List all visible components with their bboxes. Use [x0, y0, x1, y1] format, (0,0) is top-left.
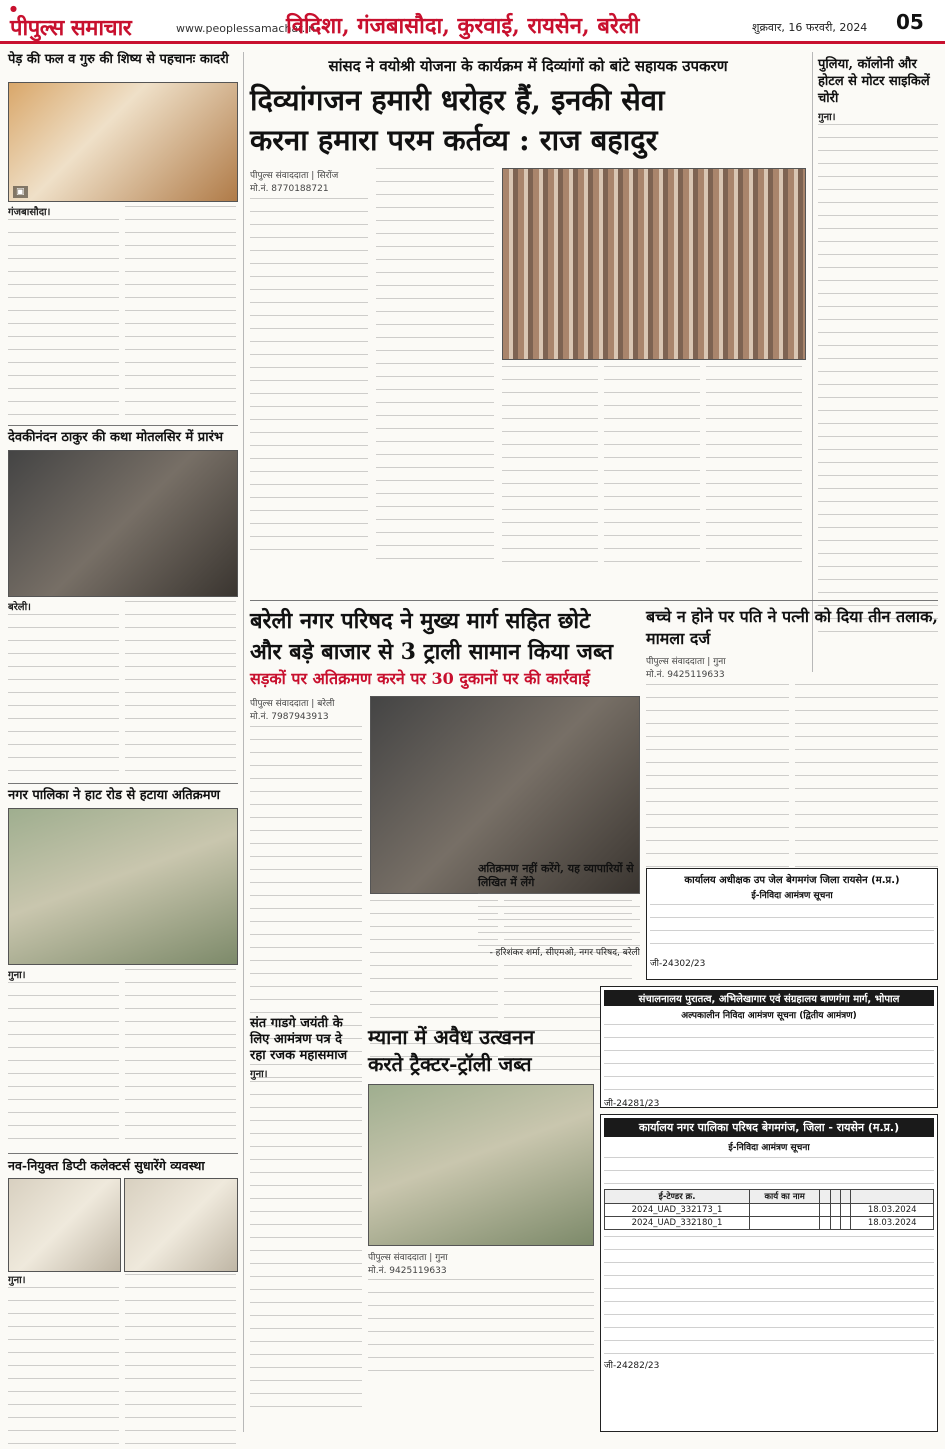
byline-place: गुना	[435, 1253, 448, 1263]
article-text	[646, 684, 789, 872]
left-column	[8, 52, 238, 1449]
talaq-body	[646, 684, 938, 872]
tender-cell: 2024_UAD_332180_1	[605, 1217, 750, 1230]
ad-title: कार्यालय अधीक्षक उप जेल बेगमगंज जिला रायसेन (म.प्र.)	[684, 875, 900, 886]
photo-caption: ▣	[13, 186, 28, 198]
story-headline: पुलिया, कॉलोनी और होटल से मोटर साइकिलें चोरी	[818, 57, 930, 106]
byline-name: पीपुल्स संवाददाता	[250, 699, 309, 709]
talaq-mobile: मो.नं. 9425119633	[646, 670, 725, 680]
bareli-byline: पीपुल्स संवाददाता | बरेली	[250, 699, 335, 709]
bareli-headline-line1: बरेली नगर परिषद ने मुख्य मार्ग सहित छोटे	[250, 608, 591, 634]
right-column	[818, 56, 938, 644]
lead-headline-line1: दिव्यांगजन हमारी धरोहर हैं, इनकी सेवा	[250, 83, 665, 117]
bareli-subhead: सड़कों पर अतिक्रमण करने पर 30 दुकानों पर की कार्रवाई	[250, 669, 590, 688]
article-text	[8, 982, 119, 1146]
lead-text-sub	[502, 366, 806, 562]
article-text	[478, 893, 640, 947]
tender-col-header	[830, 1190, 840, 1204]
lead-text-col	[376, 168, 494, 562]
tender-col-header	[841, 1190, 851, 1204]
tender-cell: 2024_UAD_332173_1	[605, 1204, 750, 1217]
story-headline: बच्चे न होने पर पति ने पत्नी को दिया तीन तलाक, मामला दर्ज	[646, 607, 938, 648]
article-text	[125, 206, 236, 421]
article-text	[125, 601, 236, 779]
article-text	[125, 969, 236, 1149]
article-text	[795, 684, 938, 872]
byline-name: पीपुल्स संवाददाता	[250, 171, 309, 181]
byline-name: पीपुल्स संवाददाता	[368, 1253, 427, 1263]
lead-photo-area	[502, 168, 806, 562]
tender-col-header: ई-टेण्डर क्र.	[605, 1190, 750, 1204]
column-rule	[243, 52, 244, 1432]
tender-cell	[750, 1217, 820, 1230]
story-headline: संत गाडगे जयंती के लिए आमंत्रण पत्र दे रहा रजक महासमाज	[250, 1016, 348, 1063]
article-text	[8, 614, 119, 776]
byline-place: गुना	[713, 657, 726, 667]
story-photo	[8, 82, 238, 202]
myana-headline-line1: म्याना में अवैध उत्खनन	[368, 1025, 535, 1049]
tender-cell	[820, 1204, 830, 1217]
tender-row	[605, 1217, 934, 1230]
story-body	[8, 1274, 238, 1449]
story-body	[8, 969, 238, 1149]
newspaper-logo	[10, 4, 170, 40]
article-text	[818, 124, 938, 644]
ad-text	[604, 1157, 934, 1185]
lead-byline: पीपुल्स संवाददाता | सिरोंज	[250, 171, 339, 181]
article-text	[376, 168, 494, 560]
ad-title: संचालनालय पुरातत्व, अभिलेखागार एवं संग्रहालय बाणगंगा मार्ग, भोपाल	[604, 990, 934, 1006]
ad-notice: ई-निविदा आमंत्रण सूचना	[751, 891, 833, 901]
myana-photo	[368, 1084, 594, 1246]
tender-cell	[830, 1204, 840, 1217]
quote-head: अतिक्रमण नहीं करेंगे, यह व्यापारियों से लिखित में लेंगे	[478, 862, 634, 889]
ad-footer: जी-24282/23	[604, 1361, 660, 1371]
lead-headline-line2: करना हमारा परम कर्तव्य : राज बहादुर	[250, 123, 658, 157]
story-dateline: गुना।	[8, 970, 26, 981]
myana-story	[368, 1024, 594, 1371]
story-photo	[8, 1178, 121, 1272]
story-dateline: गुना।	[818, 112, 836, 123]
bareli-story	[250, 606, 640, 1082]
lead-mobile: मो.नं. 8770188721	[250, 184, 329, 194]
tender-cell	[841, 1217, 851, 1230]
divider	[8, 1153, 238, 1154]
story-photo	[124, 1178, 238, 1272]
article-text	[502, 366, 598, 562]
tender-col-header	[851, 1190, 934, 1204]
bareli-quote-box	[478, 862, 640, 960]
divider	[8, 783, 238, 784]
story-headline: देवकीनंदन ठाकुर की कथा मोतलसिर में प्रारंभ	[8, 430, 224, 445]
quote-signature: - हरिशंकर शर्मा, सीएमओ, नगर परिषद, बरेली	[489, 948, 640, 958]
masthead	[0, 0, 945, 44]
article-text	[706, 366, 802, 562]
story-headline: नगर पालिका ने हाट रोड से हटाया अतिक्रमण	[8, 788, 220, 803]
tender-row	[605, 1204, 934, 1217]
myana-mobile: मो.नं. 9425119633	[368, 1266, 447, 1276]
myana-byline: पीपुल्स संवाददाता | गुना	[368, 1253, 448, 1263]
publication-date: शुक्रवार, 16 फरवरी, 2024	[752, 21, 868, 34]
nagar-palika-tender-ad	[600, 1114, 938, 1432]
tender-col-header	[820, 1190, 830, 1204]
ad-notice: अल्पकालीन निविदा आमंत्रण सूचना (द्वितीय आमंत्रण)	[681, 1011, 857, 1021]
divider	[250, 600, 938, 601]
tender-cell	[820, 1217, 830, 1230]
tender-cell	[841, 1204, 851, 1217]
story-headline: पेड़ की फल व गुरु की शिष्य से पहचानः कादरी	[8, 52, 229, 67]
story-photo	[8, 808, 238, 965]
article-text	[250, 198, 368, 560]
bareli-headline-line2: और बड़े बाजार से 3 ट्राली सामान किया जब्त	[250, 639, 614, 665]
tender-cell	[830, 1217, 840, 1230]
article-text	[604, 366, 700, 562]
lead-kicker: सांसद ने वयोश्री योजना के कार्यक्रम में दिव्यांगों को बांटे सहायक उपकरण	[328, 57, 728, 75]
ad-notice: ई-निविदा आमंत्रण सूचना	[728, 1143, 810, 1153]
purattva-tender-ad	[600, 986, 938, 1108]
logo-tagline: ●	[10, 4, 17, 13]
ad-title: कार्यालय नगर पालिका परिषद बेगमगंज, जिला - रायसेन (म.प्र.)	[604, 1118, 934, 1137]
byline-name: पीपुल्स संवाददाता	[646, 657, 705, 667]
bareli-mobile: मो.नं. 7987943913	[250, 712, 329, 722]
tender-cell	[750, 1204, 820, 1217]
tender-cell: 18.03.2024	[851, 1217, 934, 1230]
site-url: www.peoplessamachar.in	[176, 22, 316, 35]
article-text	[250, 1081, 362, 1419]
article-text	[8, 1287, 119, 1446]
story-dateline: गुना।	[8, 1275, 26, 1286]
article-text	[368, 1279, 594, 1371]
story-headline: नव-नियुक्त डिप्टी कलेक्टर्स सुधारेंगे व्यवस्था	[8, 1158, 205, 1173]
ad-text	[604, 1236, 934, 1356]
sant-story	[250, 1016, 362, 1419]
byline-place: सिरोंज	[317, 171, 339, 181]
article-text	[125, 1274, 236, 1449]
tender-table	[604, 1189, 934, 1230]
story-dateline: गंजबासौदा।	[8, 207, 51, 218]
tender-cell: 18.03.2024	[851, 1204, 934, 1217]
ad-footer: जी-24281/23	[604, 1099, 660, 1109]
story-dateline: गुना।	[250, 1069, 268, 1080]
story-body	[8, 601, 238, 779]
lead-body	[250, 168, 806, 562]
article-text	[8, 219, 119, 419]
tender-header-row	[605, 1190, 934, 1204]
lead-photo	[502, 168, 806, 360]
ad-footer: जी-24302/23	[650, 959, 706, 969]
talaq-story	[646, 606, 938, 872]
edition-band: विदिशा, गंजबासौदा, कुरवाई, रायसेन, बरेली	[286, 13, 640, 39]
story-photo	[8, 450, 238, 597]
page-number: 05	[896, 10, 924, 34]
lead-text-col	[250, 168, 368, 562]
logo-text: पीपुल्स समाचार	[10, 15, 132, 41]
ad-text	[650, 904, 934, 956]
lead-story	[250, 56, 806, 562]
myana-headline-line2: करते ट्रैक्टर-ट्रॉली जब्त	[368, 1052, 532, 1076]
tender-col-header: कार्य का नाम	[750, 1190, 820, 1204]
byline-place: बरेली	[317, 699, 335, 709]
story-body	[8, 206, 238, 421]
column-rule	[812, 52, 813, 672]
story-photos	[8, 1178, 238, 1270]
story-dateline: बरेली।	[8, 602, 31, 613]
divider	[8, 425, 238, 426]
talaq-byline: पीपुल्स संवाददाता | गुना	[646, 657, 726, 667]
jail-tender-ad	[646, 868, 938, 980]
ad-text	[604, 1024, 934, 1096]
